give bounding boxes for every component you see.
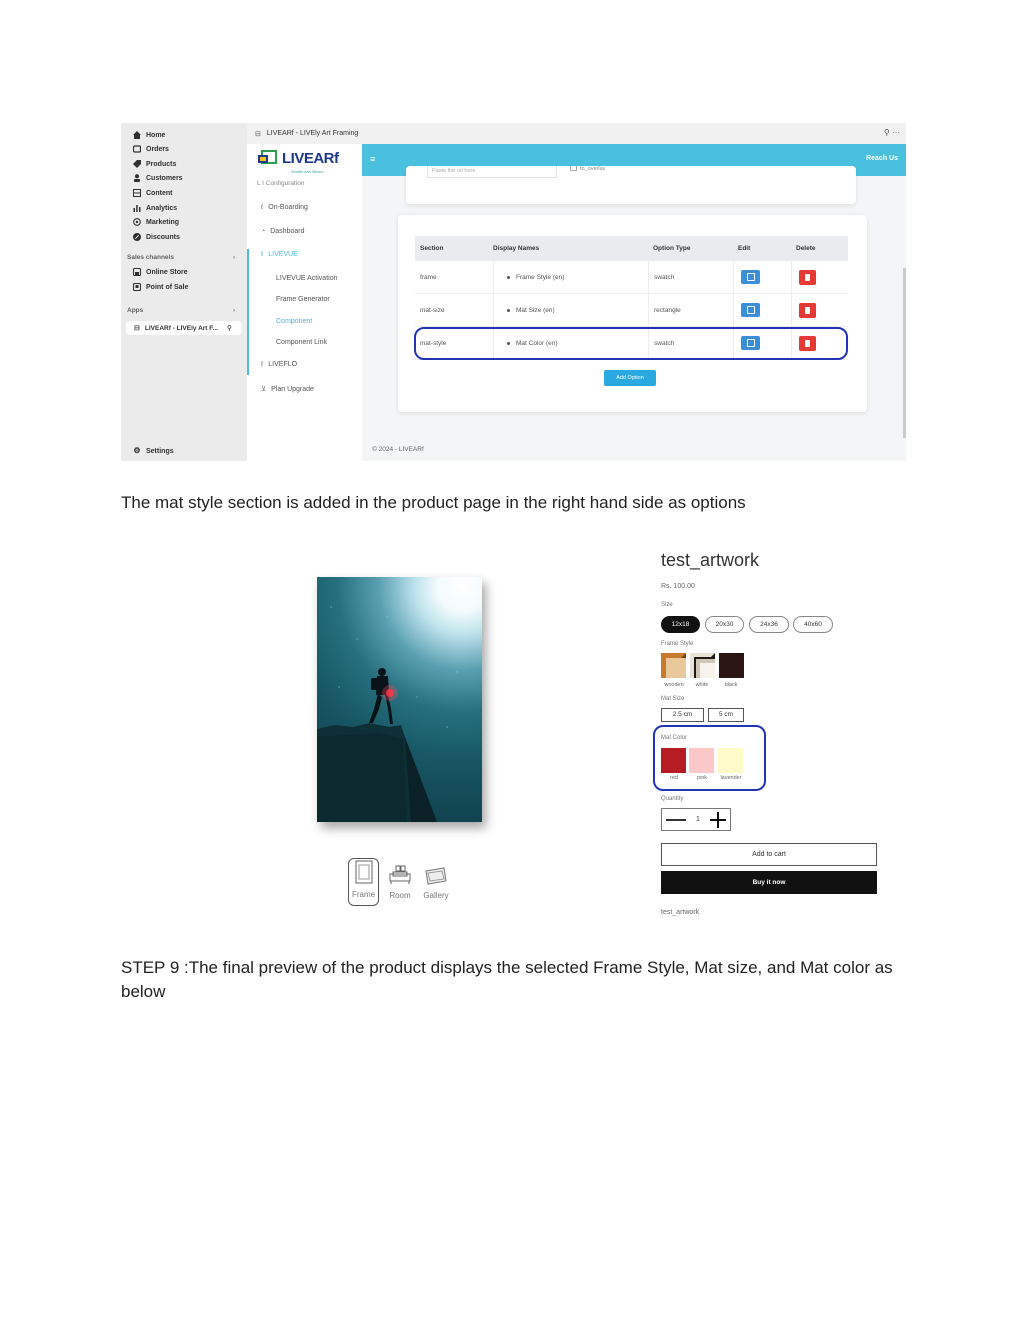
side-item-livevue[interactable]: ℓ LIVEVUE xyxy=(261,251,298,258)
caption-step-9: STEP 9 :The final preview of the product displays the selected Frame Style, Mat size, and Mat color as below xyxy=(121,958,893,1001)
side-item-frame-generator[interactable]: Frame Generator xyxy=(276,296,330,303)
frame-swatch-black[interactable] xyxy=(719,653,744,678)
size-label: Size xyxy=(661,602,673,608)
gallery-icon xyxy=(424,865,448,885)
target-icon xyxy=(133,218,141,226)
bullet-icon xyxy=(507,276,510,279)
nav-item-online-store[interactable]: Online Store xyxy=(133,266,188,278)
side-item-component[interactable]: Component xyxy=(276,318,313,325)
buy-now-button[interactable]: Buy it now xyxy=(661,871,877,894)
chevron-right-icon: › xyxy=(233,307,236,314)
product-price: Rs. 100.00 xyxy=(661,583,695,590)
app-icon: ⊟ xyxy=(134,325,140,332)
nav-item-settings[interactable]: ⚙ Settings xyxy=(133,446,174,455)
side-item-livevue-activation[interactable]: LIVEVUE Activation xyxy=(276,275,338,282)
edit-button[interactable] xyxy=(741,270,760,284)
view-switcher xyxy=(348,858,451,906)
view-gallery[interactable]: Gallery xyxy=(421,858,451,906)
nav-item-customers[interactable]: Customers xyxy=(133,172,183,184)
caption-mat-style: The mat style section is added in the product page in the right hand side as options xyxy=(121,493,746,512)
frame-style-label: Frame Style xyxy=(661,641,694,647)
settings-card xyxy=(406,166,856,204)
size-option-20x30[interactable]: 20x30 xyxy=(705,616,744,633)
content-icon xyxy=(133,189,141,197)
table-row: mat-style Mat Color (en) swatch xyxy=(415,327,848,360)
nav-item-orders[interactable]: Orders xyxy=(133,143,169,155)
gear-icon: ⚙ xyxy=(133,446,141,455)
mat-size-option-5[interactable]: 5 cm xyxy=(708,708,744,722)
overlay-checkbox[interactable]: to_overlay xyxy=(570,166,605,172)
app-title: LIVEARf - LIVEly Art Framing xyxy=(266,130,359,137)
minus-icon[interactable] xyxy=(666,819,686,821)
nav-item-products[interactable]: Products xyxy=(133,158,176,170)
side-item-plan-upgrade[interactable]: ⊻ Plan Upgrade xyxy=(261,385,314,393)
mat-color-label: Mat Color xyxy=(661,735,688,741)
sales-channels-heading[interactable]: Sales channels › xyxy=(127,254,236,261)
frame-swatch-white[interactable] xyxy=(690,653,715,678)
gauge-icon: ◔ xyxy=(261,228,266,235)
bullet-icon xyxy=(507,309,510,312)
edit-button[interactable] xyxy=(741,303,760,317)
size-option-40x60[interactable]: 40x60 xyxy=(793,616,833,633)
pin-icon[interactable]: ⚲ xyxy=(226,325,232,332)
config-label: L I Configuration xyxy=(257,180,305,187)
pos-icon xyxy=(133,283,141,291)
pin-more-icons[interactable]: ⚲ ··· xyxy=(883,128,900,137)
hamburger-icon[interactable]: ≡ xyxy=(370,154,376,164)
side-item-dashboard[interactable]: ◔ Dashboard xyxy=(261,228,305,235)
side-item-onboarding[interactable]: ℓ On-Boarding xyxy=(261,204,308,211)
cone-icon: ℓ xyxy=(261,361,264,368)
frame-icon xyxy=(354,860,374,884)
frame-logo-icon xyxy=(257,149,279,167)
table-row: frame Frame Style (en) swatch xyxy=(415,261,848,294)
url-input[interactable]: Paste the url here xyxy=(427,166,557,178)
quantity-value[interactable]: 1 xyxy=(696,816,700,823)
side-item-component-link[interactable]: Component Link xyxy=(276,339,327,346)
apps-heading[interactable]: Apps › xyxy=(127,307,236,314)
artwork-illustration xyxy=(317,577,482,822)
view-room[interactable]: Room xyxy=(387,858,413,906)
chevron-right-icon: › xyxy=(233,254,236,261)
app-icon: ⊟ xyxy=(255,130,261,138)
product-description: test_artwork xyxy=(661,909,700,916)
plus-icon[interactable] xyxy=(710,812,726,828)
active-section-bar xyxy=(247,249,249,375)
nav-item-discounts[interactable]: Discounts xyxy=(133,231,180,243)
checkbox-icon xyxy=(570,166,577,171)
cone-icon: ℓ xyxy=(261,251,264,258)
size-option-24x36[interactable]: 24x36 xyxy=(749,616,789,633)
add-to-cart-button[interactable]: Add to cart xyxy=(661,843,877,866)
side-item-liveflo[interactable]: ℓ LIVEFLO xyxy=(261,361,298,368)
scrollbar[interactable] xyxy=(903,268,906,438)
add-option-button[interactable]: Add Option xyxy=(604,370,656,386)
table-header: Section Display Names Option Type Edit Delete xyxy=(415,236,848,261)
shopify-nav xyxy=(121,123,247,461)
person-icon xyxy=(133,174,141,182)
mat-size-label: Mat Size xyxy=(661,696,685,702)
nav-item-point-of-sale[interactable]: Point of Sale xyxy=(133,281,188,293)
delete-button[interactable] xyxy=(799,303,816,318)
nav-item-content[interactable]: Content xyxy=(133,187,172,199)
cone-icon: ℓ xyxy=(261,204,264,211)
artwork-image xyxy=(317,577,482,822)
mat-color-highlight xyxy=(653,725,766,791)
nav-item-analytics[interactable]: Analytics xyxy=(133,202,177,214)
reach-us-link[interactable]: Reach Us xyxy=(866,155,898,162)
bar-chart-icon xyxy=(133,204,141,212)
nav-item-marketing[interactable]: Marketing xyxy=(133,216,179,228)
view-frame[interactable]: Frame xyxy=(348,858,379,906)
admin-screenshot xyxy=(121,123,906,461)
discount-icon xyxy=(133,233,141,241)
mat-size-option-2-5[interactable]: 2.5 cm xyxy=(661,708,704,722)
livearf-logo: LIVEARf xyxy=(257,149,339,167)
home-icon xyxy=(133,131,141,139)
main-content xyxy=(362,166,906,461)
app-sidebar: LIVEARf Smiles Arts Bloom L I Configuration ℓ On-Boarding ◔ Dashboard ℓ LIVEVUE LIVEVUE Activation Frame Generator Component Component Link ℓ LIVEFLO ⊻ Plan Upgrade xyxy=(247,144,362,461)
product-title: test_artwork xyxy=(661,550,760,570)
copyright-footer: © 2024 - LIVEARf xyxy=(372,446,424,453)
options-card xyxy=(398,215,867,412)
sofa-icon xyxy=(388,865,412,885)
nav-item-home[interactable]: Home xyxy=(133,129,165,141)
store-icon xyxy=(133,268,141,276)
nav-app-livearf[interactable]: ⊟ LIVEARf - LIVEly Art F... ⚲ xyxy=(126,321,242,335)
app-topbar xyxy=(247,123,906,144)
cart-icon: ⊻ xyxy=(261,386,267,393)
mat-style-highlight xyxy=(414,327,848,360)
tag-icon xyxy=(133,160,141,168)
orders-icon xyxy=(133,145,141,153)
table-row: mat-size Mat Size (en) rectangle xyxy=(415,294,848,327)
quantity-label: Quantity xyxy=(661,796,684,802)
size-option-12x18[interactable]: 12x18 xyxy=(661,616,700,633)
frame-swatch-wooden[interactable] xyxy=(661,653,686,678)
quantity-stepper xyxy=(661,808,731,831)
delete-button[interactable] xyxy=(799,270,816,285)
